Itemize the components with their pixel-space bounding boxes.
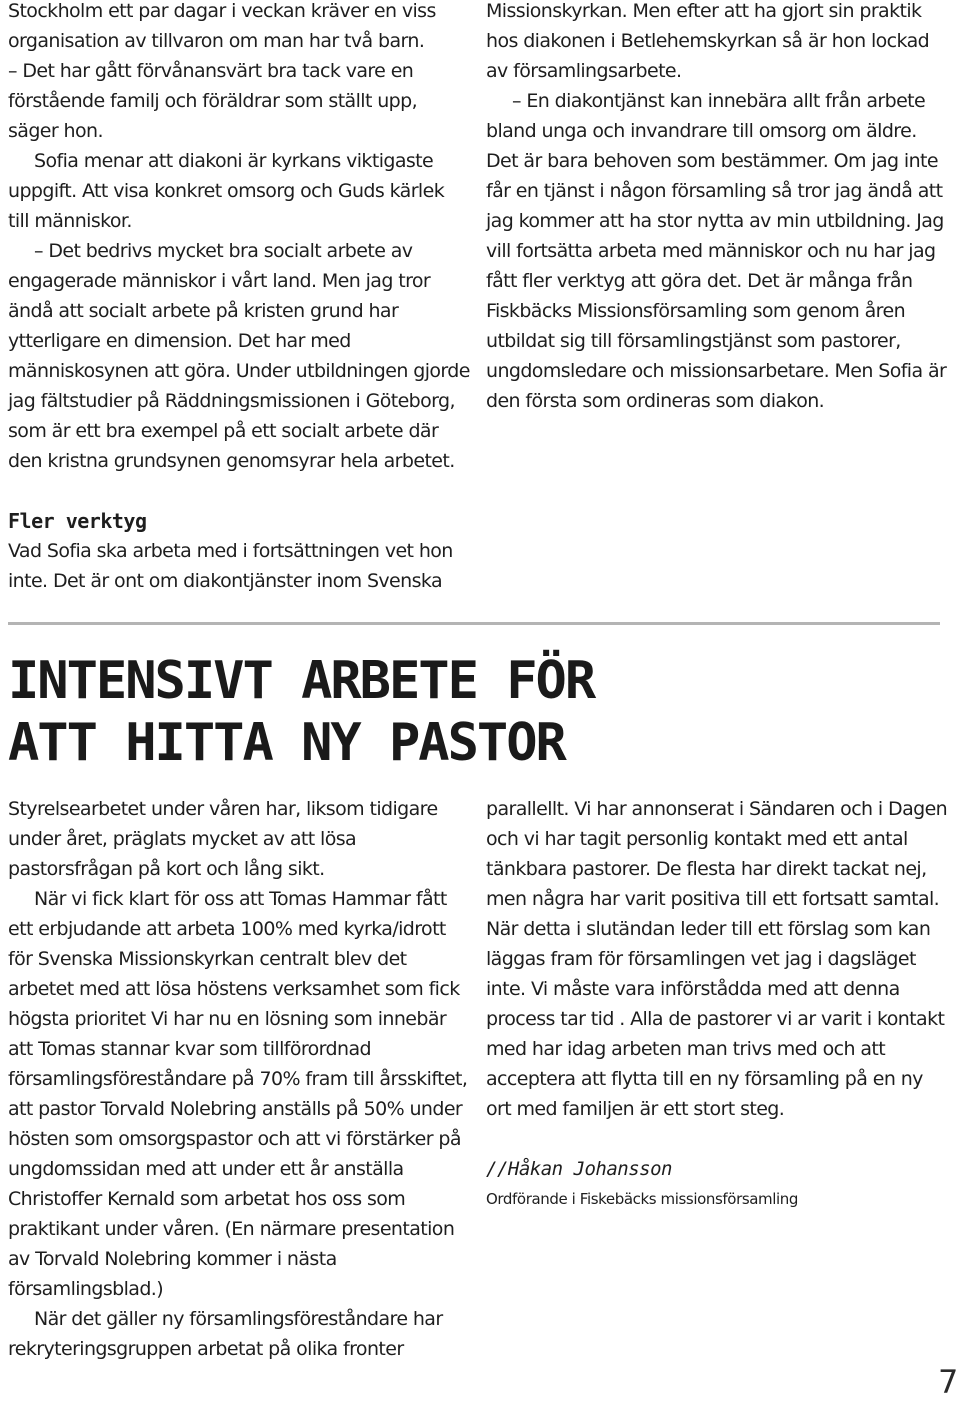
paragraph: Missionskyrkan. Men efter att ha gjort sin praktik hos diakonen i Betlehemskyrkan så är hon lockad av församlingsarbete. bbox=[486, 0, 930, 82]
paragraph: När det gäller ny församlingsföreståndare har rekryteringsgruppen arbetat på olika fronter bbox=[8, 1308, 443, 1360]
page-number: 7 bbox=[938, 1363, 959, 1401]
article-headline bbox=[8, 650, 908, 774]
divider bbox=[8, 622, 940, 625]
headline-line-1: INTENSIVT ARBETE FÖR bbox=[8, 651, 595, 711]
section-fler-verktyg bbox=[8, 506, 470, 596]
paragraph: parallellt. Vi har annonserat i Sändaren och i Dagen och vi har tagit personlig kontakt med ett antal tänkbara pastorer. De flesta har direkt tackat nej, men några har varit positiva till ett fortsatt samtal. När detta i slutändan leder till ett förslag som kan läggas fram för församlingen vet jag i dagsläget inte. Vi måste vara införstådda med att denna process tar tid . Alla de pastorer vi ar varit i kontakt med har idag arbeten man trivs med och att acceptera att flytta till en ny församling på en ny ort med familjen är ett stort steg. bbox=[486, 798, 948, 1120]
paragraph: Vad Sofia ska arbeta med i fortsättningen vet hon inte. Det är ont om diakontjänster inom Svenska bbox=[8, 540, 453, 592]
paragraph: Styrelsearbetet under våren har, liksom tidigare under året, präglats mycket av att lösa pastorsfrågan på kort och lång sikt. bbox=[8, 798, 438, 880]
paragraph: När vi fick klart för oss att Tomas Hammar fått ett erbjudande att arbeta 100% med kyrka/idrott för Svenska Missionskyrkan centralt blev det arbetet med att lösa höstens verksamhet som fick högsta prioritet Vi har nu en lösning som innebär att Tomas stannar kvar som tillförordnad församlingsföreståndare på 70% fram till årsskiftet, att pastor Torvald Nolebring anställs på 50% under hösten som omsorgspastor och att vi förstärker på ungdomssidan med att under ett år anställa Christoffer Kernald som arbetat hos oss som praktikant under våren. (En närmare presentation av Torvald Nolebring kommer i nästa församlingsblad.) bbox=[8, 888, 468, 1300]
article-bottom-left-column bbox=[8, 794, 470, 1364]
headline-line-2: ATT HITTA NY PASTOR bbox=[8, 713, 565, 773]
article-bottom-right-column bbox=[486, 794, 948, 1214]
quote-paragraph: – En diakontjänst kan innebära allt från arbete bland unga och invandrare till omsorg om äldre. Det är bara behoven som bestämmer. Om jag inte får en tjänst i någon församling så tror jag ändå att jag kommer att ha stor nytta av min utbildning. Jag vill fortsätta arbeta med människor och nu har jag fått fler verktyg att göra det. Det är många från Fiskbäcks Missionsförsamling som genom åren utbildat sig till församlingstjänst som pastorer, ungdomsledare och missionsarbetare. Men Sofia är den första som ordineras som diakon. bbox=[486, 90, 947, 412]
article-top-right-column bbox=[486, 0, 952, 416]
author-role: Ordförande i Fiskebäcks missionsförsamling bbox=[486, 1190, 799, 1208]
paragraph: Sofia menar att diakoni är kyrkans viktigaste uppgift. Att visa konkret omsorg och Guds kärlek till människor. bbox=[8, 150, 445, 232]
author-signature: //Håkan Johansson bbox=[486, 1158, 672, 1180]
paragraph: Stockholm ett par dagar i veckan kräver en viss organisation av tillvaron om man har två barn. bbox=[8, 0, 436, 52]
quote-paragraph: – Det bedrivs mycket bra socialt arbete av engagerade människor i vårt land. Men jag tror ändå att socialt arbete på kristen grund har ytterligare en dimension. Det har med människosynen att göra. Under utbildningen gjorde jag fältstudier på Räddningsmissionen i Göteborg, som är ett bra exempel på ett socialt arbete där den kristna grundsynen genomsyrar hela arbetet. bbox=[8, 240, 470, 472]
article-top-left-column bbox=[8, 0, 470, 476]
quote-paragraph: – Det har gått förvånansvärt bra tack vare en förstående familj och föräldrar som ställt upp, säger hon. bbox=[8, 60, 418, 142]
section-heading: Fler verktyg bbox=[8, 509, 147, 533]
